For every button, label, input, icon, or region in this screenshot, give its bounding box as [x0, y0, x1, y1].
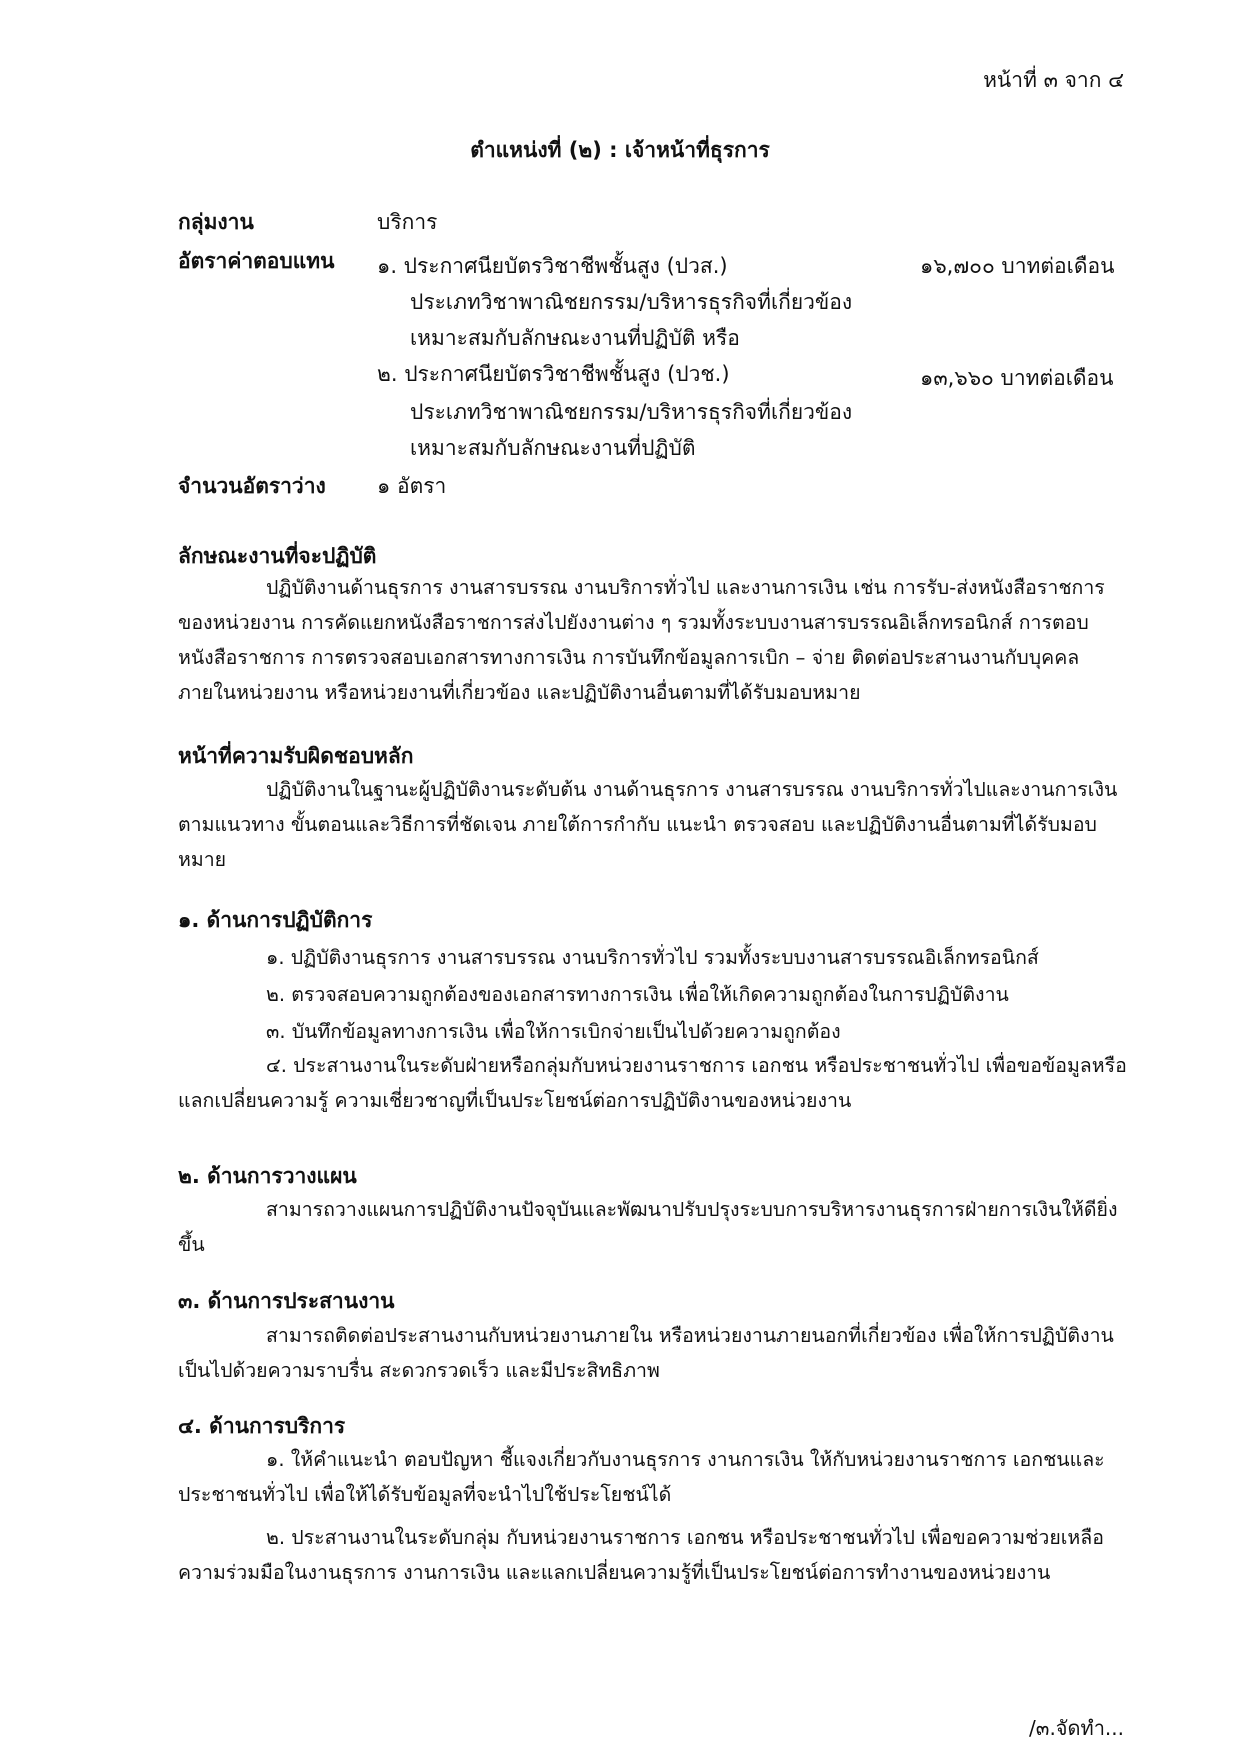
vacancy-value: ๑ อัตรา — [377, 474, 447, 498]
coordination-heading: ๓. ด้านการประสานงาน — [178, 1289, 395, 1313]
coordination-text: สามารถติดต่อประสานงานกับหน่วยงานภายใน หรือหน่วยงานภายนอกที่เกี่ยวข้อง เพื่อให้การปฏิบัติงานเป็นไปด้วยความราบรื่น สะดวกรวดเร็ว และมีประสิทธิภาพ — [178, 1324, 1114, 1382]
vacancy-label: จำนวนอัตราว่าง — [178, 474, 326, 498]
operations-item-4: ๔. ประสานงานในระดับฝ่ายหรือกลุ่มกับหน่วยงานราชการ เอกชน หรือประชาชนทั่วไป เพื่อขอข้อมูลหรือแลกเปลี่ยนความรู้ ความเชี่ยวชาญที่เป็นประโยชน์ต่อการปฏิบัติงานของหน่วยงาน — [178, 1054, 1127, 1112]
main-duties-heading: หน้าที่ความรับผิดชอบหลัก — [178, 744, 414, 768]
continuation-note: /๓.จัดทำ... — [1029, 1716, 1124, 1740]
operations-heading: ๑. ด้านการปฏิบัติการ — [178, 908, 373, 932]
work-group-value: บริการ — [377, 210, 438, 234]
rate-2-line-1: ๒. ประกาศนียบัตรวิชาชีพชั้นสูง (ปวช.) — [377, 362, 730, 386]
operations-item-1: ๑. ปฏิบัติงานธุรการ งานสารบรรณ งานบริการทั่วไป รวมทั้งระบบงานสารบรรณอิเล็กทรอนิกส์ — [266, 946, 1039, 969]
compensation-label: อัตราค่าตอบแทน — [178, 249, 335, 273]
rate-1-line-1: ๑. ประกาศนียบัตรวิชาชีพชั้นสูง (ปวส.) — [377, 254, 728, 278]
rate-2-line-3: เหมาะสมกับลักษณะงานที่ปฏิบัติ — [410, 436, 696, 460]
rate-1-amount: ๑๖,๗๐๐ บาทต่อเดือน — [920, 254, 1115, 278]
rate-2-line-2: ประเภทวิชาพาณิชยกรรม/บริหารธุรกิจที่เกี่ยวข้อง — [410, 400, 853, 424]
work-group-label: กลุ่มงาน — [178, 210, 254, 234]
operations-item-3: ๓. บันทึกข้อมูลทางการเงิน เพื่อให้การเบิกจ่ายเป็นไปด้วยความถูกต้อง — [266, 1020, 841, 1043]
rate-1-line-3: เหมาะสมกับลักษณะงานที่ปฏิบัติ หรือ — [410, 326, 740, 350]
service-heading: ๔. ด้านการบริการ — [178, 1414, 346, 1438]
rate-1-line-2: ประเภทวิชาพาณิชยกรรม/บริหารธุรกิจที่เกี่ยวข้อง — [410, 290, 853, 314]
operations-item-2: ๒. ตรวจสอบความถูกต้องของเอกสารทางการเงิน เพื่อให้เกิดความถูกต้องในการปฏิบัติงาน — [266, 983, 1009, 1006]
job-nature-text: ปฏิบัติงานด้านธุรการ งานสารบรรณ งานบริการทั่วไป และงานการเงิน เช่น การรับ-ส่งหนังสือราชการของหน่วยงาน การคัดแยกหนังสือราชการส่งไปยังงานต่าง ๆ รวมทั้งระบบงานสารบรรณอิเล็กทรอนิกส์ การตอบหนังสือราชการ การตรวจสอบเอกสารทางการเงิน การบันทึกข้อมูลการเบิก – จ่าย ติดต่อประสานงานกับบุคคลภายในหน่วยงาน หรือหน่วยงานที่เกี่ยวข้อง และปฏิบัติงานอื่นตามที่ได้รับมอบหมาย — [178, 576, 1105, 704]
job-nature-heading: ลักษณะงานที่จะปฏิบัติ — [178, 544, 377, 568]
planning-heading: ๒. ด้านการวางแผน — [178, 1164, 357, 1188]
planning-text: สามารถวางแผนการปฏิบัติงานปัจจุบันและพัฒนาปรับปรุงระบบการบริหารงานธุรการฝ่ายการเงินให้ดียิ่งขึ้น — [178, 1198, 1118, 1256]
main-duties-text: ปฏิบัติงานในฐานะผู้ปฏิบัติงานระดับต้น งานด้านธุรการ งานสารบรรณ งานบริการทั่วไปและงานการเงินตามแนวทาง ขั้นตอนและวิธีการที่ชัดเจน ภายใต้การกำกับ แนะนำ ตรวจสอบ และปฏิบัติงานอื่นตามที่ได้รับมอบหมาย — [178, 778, 1118, 871]
rate-2-amount: ๑๓,๖๖๐ บาทต่อเดือน — [920, 366, 1114, 390]
service-item-1: ๑. ให้คำแนะนำ ตอบปัญหา ชี้แจงเกี่ยวกับงานธุรการ งานการเงิน ให้กับหน่วยงานราชการ เอกชนและประชาชนทั่วไป เพื่อให้ได้รับข้อมูลที่จะนำไปใช้ประโยชน์ได้ — [178, 1448, 1105, 1506]
position-title: ตำแหน่งที่ (๒) : เจ้าหน้าที่ธุรการ — [470, 138, 770, 162]
page-number: หน้าที่ ๓ จาก ๔ — [983, 68, 1124, 92]
service-item-2: ๒. ประสานงานในระดับกลุ่ม กับหน่วยงานราชการ เอกชน หรือประชาชนทั่วไป เพื่อขอความช่วยเหลือ ความร่วมมือในงานธุรการ งานการเงิน และแลกเปลี่ยนความรู้ที่เป็นประโยชน์ต่อการทำงานของหน่วยงาน — [178, 1526, 1104, 1584]
